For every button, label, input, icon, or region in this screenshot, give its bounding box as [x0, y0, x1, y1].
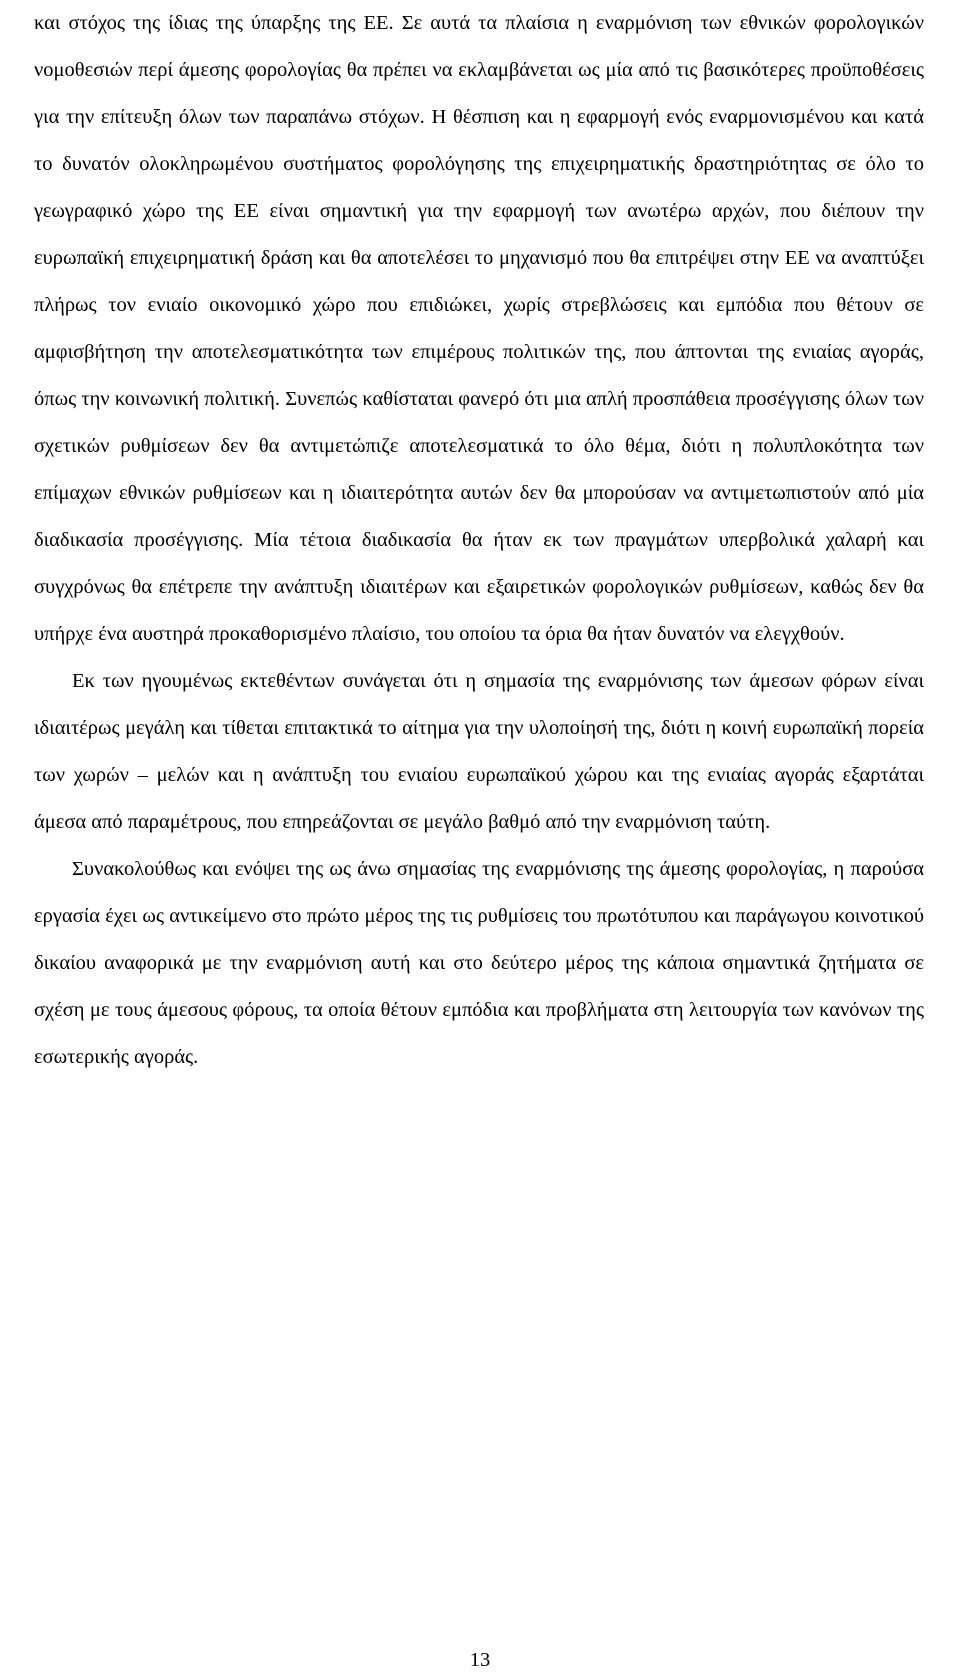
paragraph-scope: Συνακολούθως και ενόψει της ως άνω σημασίας της εναρμόνισης της άμεσης φορολογίας, η παρούσα εργασία έχει ως αντικείμενο στο πρώτο μέρος της τις ρυθμίσεις του πρωτότυπου και παράγωγου κοινοτικού δικαίου αναφορικά με την εναρμόνιση αυτή και στο δεύτερο μέρος της κάποια σημαντικά ζητήματα σε σχέση με τους άμεσους φόρους, τα οποία θέτουν εμπόδια και προβλήματα στη λειτουργία των κανόνων της εσωτερικής αγοράς. [34, 858, 924, 1068]
page-number: 13 [469, 1649, 491, 1671]
body-text [34, 0, 924, 1081]
paragraph-continuation: και στόχος της ίδιας της ύπαρξης της ΕΕ. Σε αυτά τα πλαίσια η εναρμόνιση των εθνικών φορολογικών νομοθεσιών περί άμεσης φορολογίας θα πρέπει να εκλαμβάνεται ως μία από τις βασικότερες προϋποθέσεις για την επίτευξη όλων των παραπάνω στόχων. Η θέσπιση και η εφαρμογή ενός εναρμονισμένου και κατά το δυνατόν ολοκληρωμένου συστήματος φορολόγησης της επιχειρηματικής δραστηριότητας σε όλο το γεωγραφικό χώρο της ΕΕ είναι σημαντική για την εφαρμογή των ανωτέρω αρχών, που διέπουν την ευρωπαϊκή επιχειρηματική δράση και θα αποτελέσει το μηχανισμό που θα επιτρέψει στην ΕΕ να αναπτύξει πλήρως τον ενιαίο οικονομικό χώρο που επιδιώκει, χωρίς στρεβλώσεις και εμπόδια που θέτουν σε αμφισβήτηση την αποτελεσματικότητα των επιμέρους πολιτικών της, που άπτονται της ενιαίας αγοράς, όπως την κοινωνική πολιτική. Συνεπώς καθίσταται φανερό ότι μια απλή προσπάθεια προσέγγισης όλων των σχετικών ρυθμίσεων δεν θα αντιμετώπιζε αποτελεσματικά το όλο θέμα, διότι η πολυπλοκότητα των επίμαχων εθνικών ρυθμίσεων και η ιδιαιτερότητα αυτών δεν θα μπορούσαν να αντιμετωπιστούν από μία διαδικασία προσέγγισης. Μία τέτοια διαδικασία θα ήταν εκ των πραγμάτων υπερβολικά χαλαρή και συγχρόνως θα επέτρεπε την ανάπτυξη ιδιαιτέρων και εξαιρετικών φορολογικών ρυθμίσεων, καθώς δεν θα υπήρχε ένα αυστηρά προκαθορισμένο πλαίσιο, του οποίου τα όρια θα ήταν δυνατόν να ελεγχθούν. [34, 12, 924, 645]
paragraph-summary: Εκ των ηγουμένως εκτεθέντων συνάγεται ότι η σημασία της εναρμόνισης των άμεσων φόρων είναι ιδιαιτέρως μεγάλη και τίθεται επιτακτικά το αίτημα για την υλοποίησή της, διότι η κοινή ευρωπαϊκή πορεία των χωρών – μελών και η ανάπτυξη του ενιαίου ευρωπαϊκού χώρου και της ενιαίας αγοράς εξαρτάται άμεσα από παραμέτρους, που επηρεάζονται σε μεγάλο βαθμό από την εναρμόνιση ταύτη. [34, 670, 924, 833]
